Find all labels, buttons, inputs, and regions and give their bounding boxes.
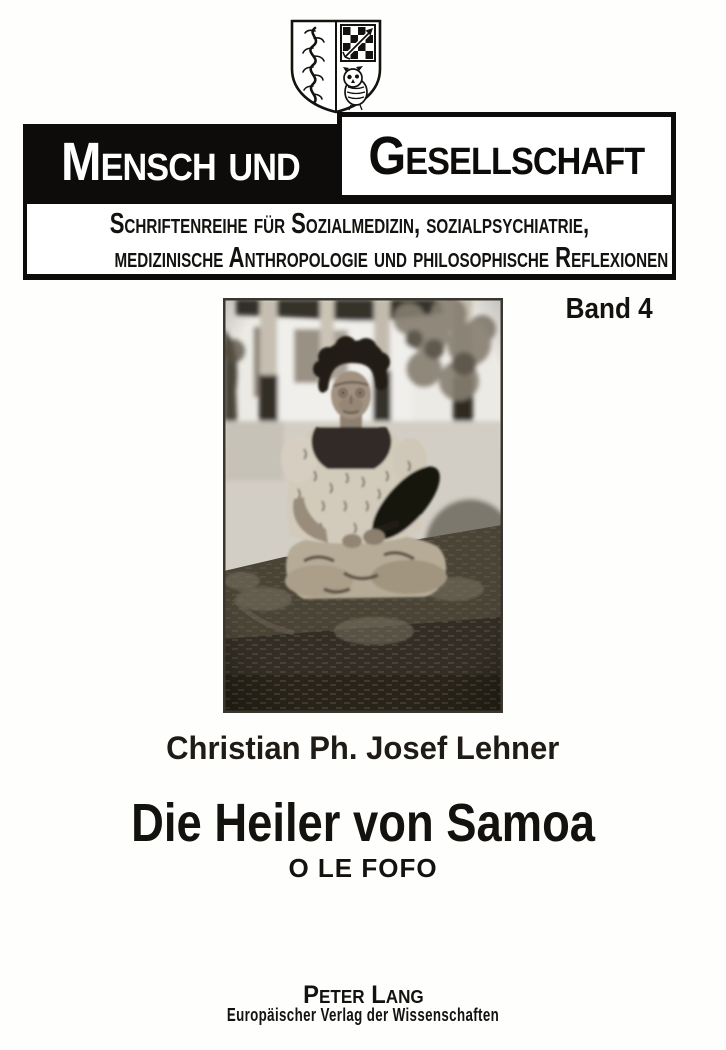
book-subtitle: O LE FOFO [288, 853, 438, 883]
series-title-right: Gesellschaft [368, 126, 645, 186]
publisher-series-crest-icon [287, 15, 385, 115]
title-row [0, 792, 726, 854]
series-title-left: Mensch und [61, 132, 300, 192]
series-subtitle-line2-row [27, 241, 672, 275]
author-row [0, 730, 726, 767]
book-title: Die Heiler von Samoa [131, 793, 595, 853]
series-banner-right-box [337, 112, 676, 200]
series-banner-left [23, 124, 337, 200]
cover-photo [224, 299, 502, 712]
publisher-tagline: Europäischer Verlag der Wissenschaften [226, 1005, 500, 1025]
book-subtitle-row [0, 854, 726, 884]
volume-row [556, 295, 653, 324]
series-subtitle-line1: Schriftenreihe für Sozialmedizin, sozialpsychiatrie, [109, 208, 590, 240]
series-subtitle-line1-row [27, 207, 672, 241]
publisher-name: Peter Lang [302, 981, 424, 1009]
publisher-tagline-row [0, 1005, 726, 1026]
volume-label: Band 4 [565, 293, 653, 325]
series-subtitle-line2: medizinische Anthropologie und philosophische Reflexionen [114, 242, 669, 274]
series-subtitle-box [23, 200, 676, 280]
author-name: Christian Ph. Josef Lehner [166, 730, 560, 766]
